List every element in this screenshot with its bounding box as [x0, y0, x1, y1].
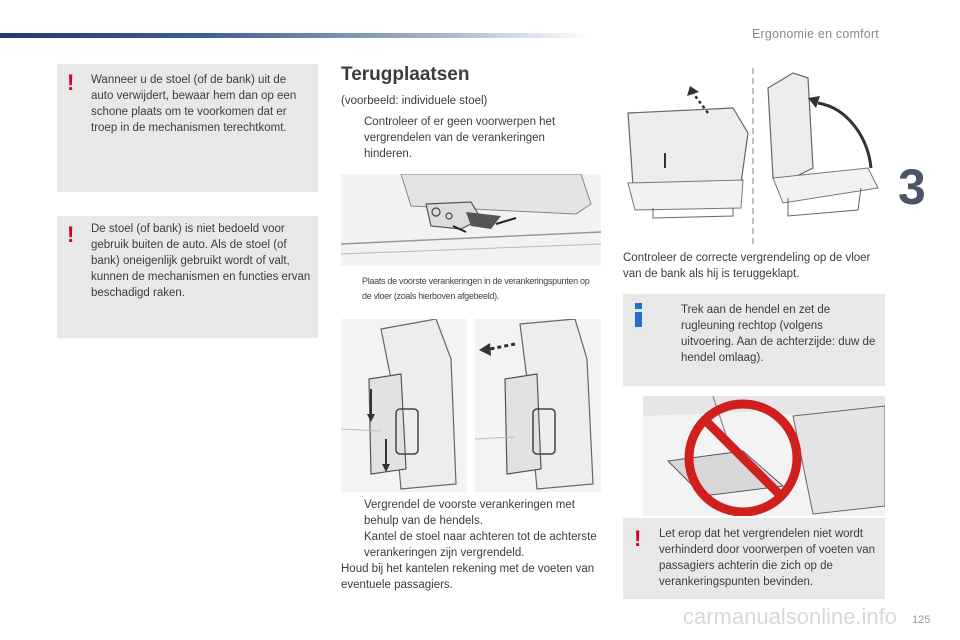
step-tilt-back: Kantel de stoel naar achteren tot de achterste verankeringen zijn vergrendeld. — [364, 531, 597, 559]
chapter-number: 3 — [898, 159, 926, 215]
warning-icon: ! — [67, 70, 75, 95]
info-text: Trek aan de hendel en zet de rugleuning rechtop (volgens uitvoering. Aan de achterzijde: duw de hendel omlaag). — [681, 304, 876, 364]
subtitle: (voorbeeld: individuele stoel) — [341, 95, 488, 107]
warning-text-top: Wanneer u de stoel (of de bank) uit de auto verwijdert, bewaar hem dan op een schone plaats om te voorkomen dat er troep in de mechanismen terechtkomt. — [91, 74, 297, 134]
seat-tilt-illustration-left — [341, 319, 467, 492]
warning-icon: ! — [67, 222, 75, 247]
check-lock-text: Controleer de correcte vergrendeling op de vloer van de bank als hij is teruggeklapt. — [623, 252, 871, 280]
anchor-illustration — [341, 174, 601, 266]
warning-icon: ! — [634, 526, 642, 551]
page-number: 125 — [912, 614, 931, 626]
no-feet-illustration — [643, 396, 885, 516]
section-header-title: Ergonomie en comfort — [752, 27, 879, 41]
seat-fold-illustration — [623, 68, 885, 244]
caption-anchors: Plaats de voorste verankeringen in de verankeringspunten op de vloer (zoals hierboven afgebeeld). — [362, 276, 590, 301]
info-icon — [634, 303, 643, 327]
step-lock-front: Vergrendel de voorste verankeringen met behulp van de hendels. — [364, 499, 575, 527]
header-accent-bar — [0, 33, 590, 38]
warning-text-bottom: De stoel (of bank) is niet bedoeld voor gebruik buiten de auto. Als de stoel (of bank) oneigenlijk gebruikt wordt of valt, kunnen de mechanismen en functies ervan beschadigd raken. — [91, 223, 311, 299]
section-title: Terugplaatsen — [341, 64, 470, 85]
step-check-objects: Controleer of er geen voorwerpen het vergrendelen van de verankeringen hinderen. — [364, 116, 556, 160]
paragraph-feet: Houd bij het kantelen rekening met de voeten van eventuele passagiers. — [341, 563, 595, 591]
seat-tilt-illustration-right — [475, 319, 601, 492]
watermark-logo: carmanualsonline.info — [683, 604, 898, 629]
warning-text-right: Let erop dat het vergrendelen niet wordt verhinderd door voorwerpen of voeten van passagiers achterin die zich op de verankeringspunten bevinden. — [659, 528, 876, 588]
